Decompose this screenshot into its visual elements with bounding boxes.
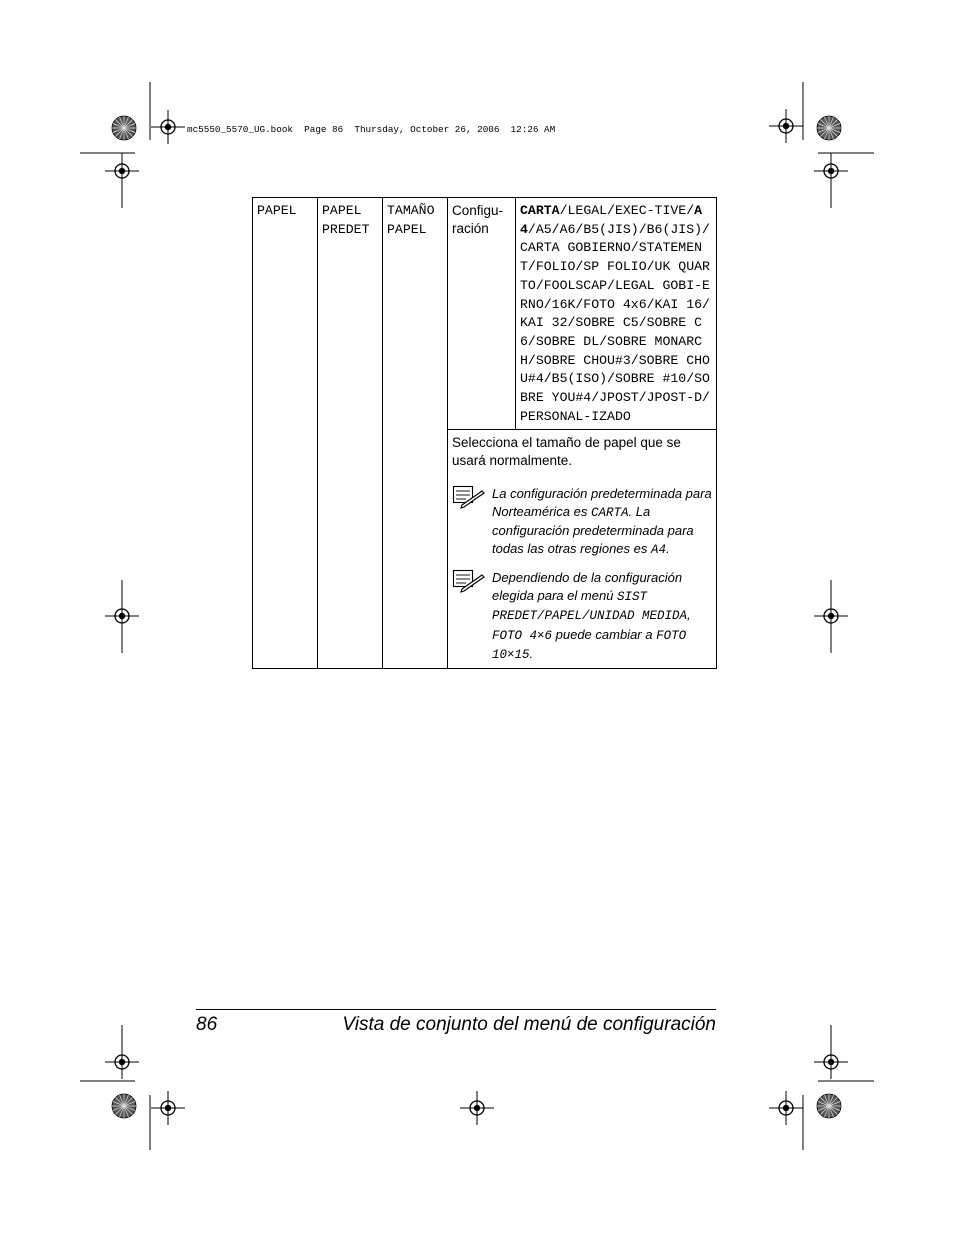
note-1-code-carta: CARTA xyxy=(590,505,629,520)
note-2-code-menu-path: SIST PREDET/PAPEL/UNIDAD MEDIDA xyxy=(492,589,688,624)
note-1 xyxy=(452,485,712,559)
default-option-carta: CARTA xyxy=(520,203,560,218)
note-1-text-c: . xyxy=(666,540,670,556)
setting-options xyxy=(516,198,717,430)
note-1-text-a: La configuración predeterminada para Norteamérica es xyxy=(492,486,712,519)
footer-title: Vista de conjunto del menú de configuración xyxy=(342,1014,716,1035)
menu-table xyxy=(252,197,717,669)
setting-description: Selecciona el tamaño de papel que se usará normalmente. xyxy=(452,435,681,468)
note-2-code-foto-4x6: FOTO 4×6 xyxy=(492,628,553,643)
book-header-line: mc5550_5570_UG.book Page 86 Thursday, October 26, 2006 12:26 AM xyxy=(187,124,556,135)
options-text-2: /A5/A6/B5(JIS)/B6(JIS)/CARTA GOBIERNO/STATEMENT/FOLIO/SP FOLIO/UK QUARTO/FOOLSCAP/LEGAL GOBI-ERNO/16K/FOTO 4x6/KAI 16/KAI 32/SOBRE C5/SOBRE C6/SOBRE DL/SOBRE MONARCH/SOBRE CHOU#3/SOBRE CHOU#4/B5(ISO)/SOBRE #10/SOBRE YOU#4/JPOST/JPOST-D/PERSONAL-IZADO xyxy=(520,221,710,424)
note-icon xyxy=(452,569,492,665)
note-2-text-a: Dependiendo de la configuración elegida para el menú xyxy=(492,570,683,603)
note-2-code-foto-10x15: FOTO 10×15 xyxy=(492,628,687,663)
note-2-text-c: puede cambiar a xyxy=(552,626,657,642)
options-text-1: /LEGAL/EXEC-TIVE/ xyxy=(559,203,695,218)
footer-rule xyxy=(196,1009,716,1010)
menu-level-1: PAPEL xyxy=(253,198,318,669)
page-number: 86 xyxy=(196,1014,218,1035)
setting-label: Configu- ración xyxy=(448,198,516,430)
note-icon xyxy=(452,485,492,559)
default-option-a4: A4 xyxy=(520,203,703,237)
note-1-code-a4: A4 xyxy=(650,542,666,557)
note-2-text-b: , xyxy=(687,607,691,623)
setting-description-cell xyxy=(448,430,717,669)
note-2 xyxy=(452,569,712,665)
menu-level-3: TAMAÑO PAPEL xyxy=(383,198,448,669)
menu-level-2: PAPEL PREDET xyxy=(318,198,383,669)
note-1-text-b: . La configuración predeterminada para todas las otras regiones es xyxy=(492,503,694,556)
note-2-text-d: . xyxy=(529,646,534,662)
